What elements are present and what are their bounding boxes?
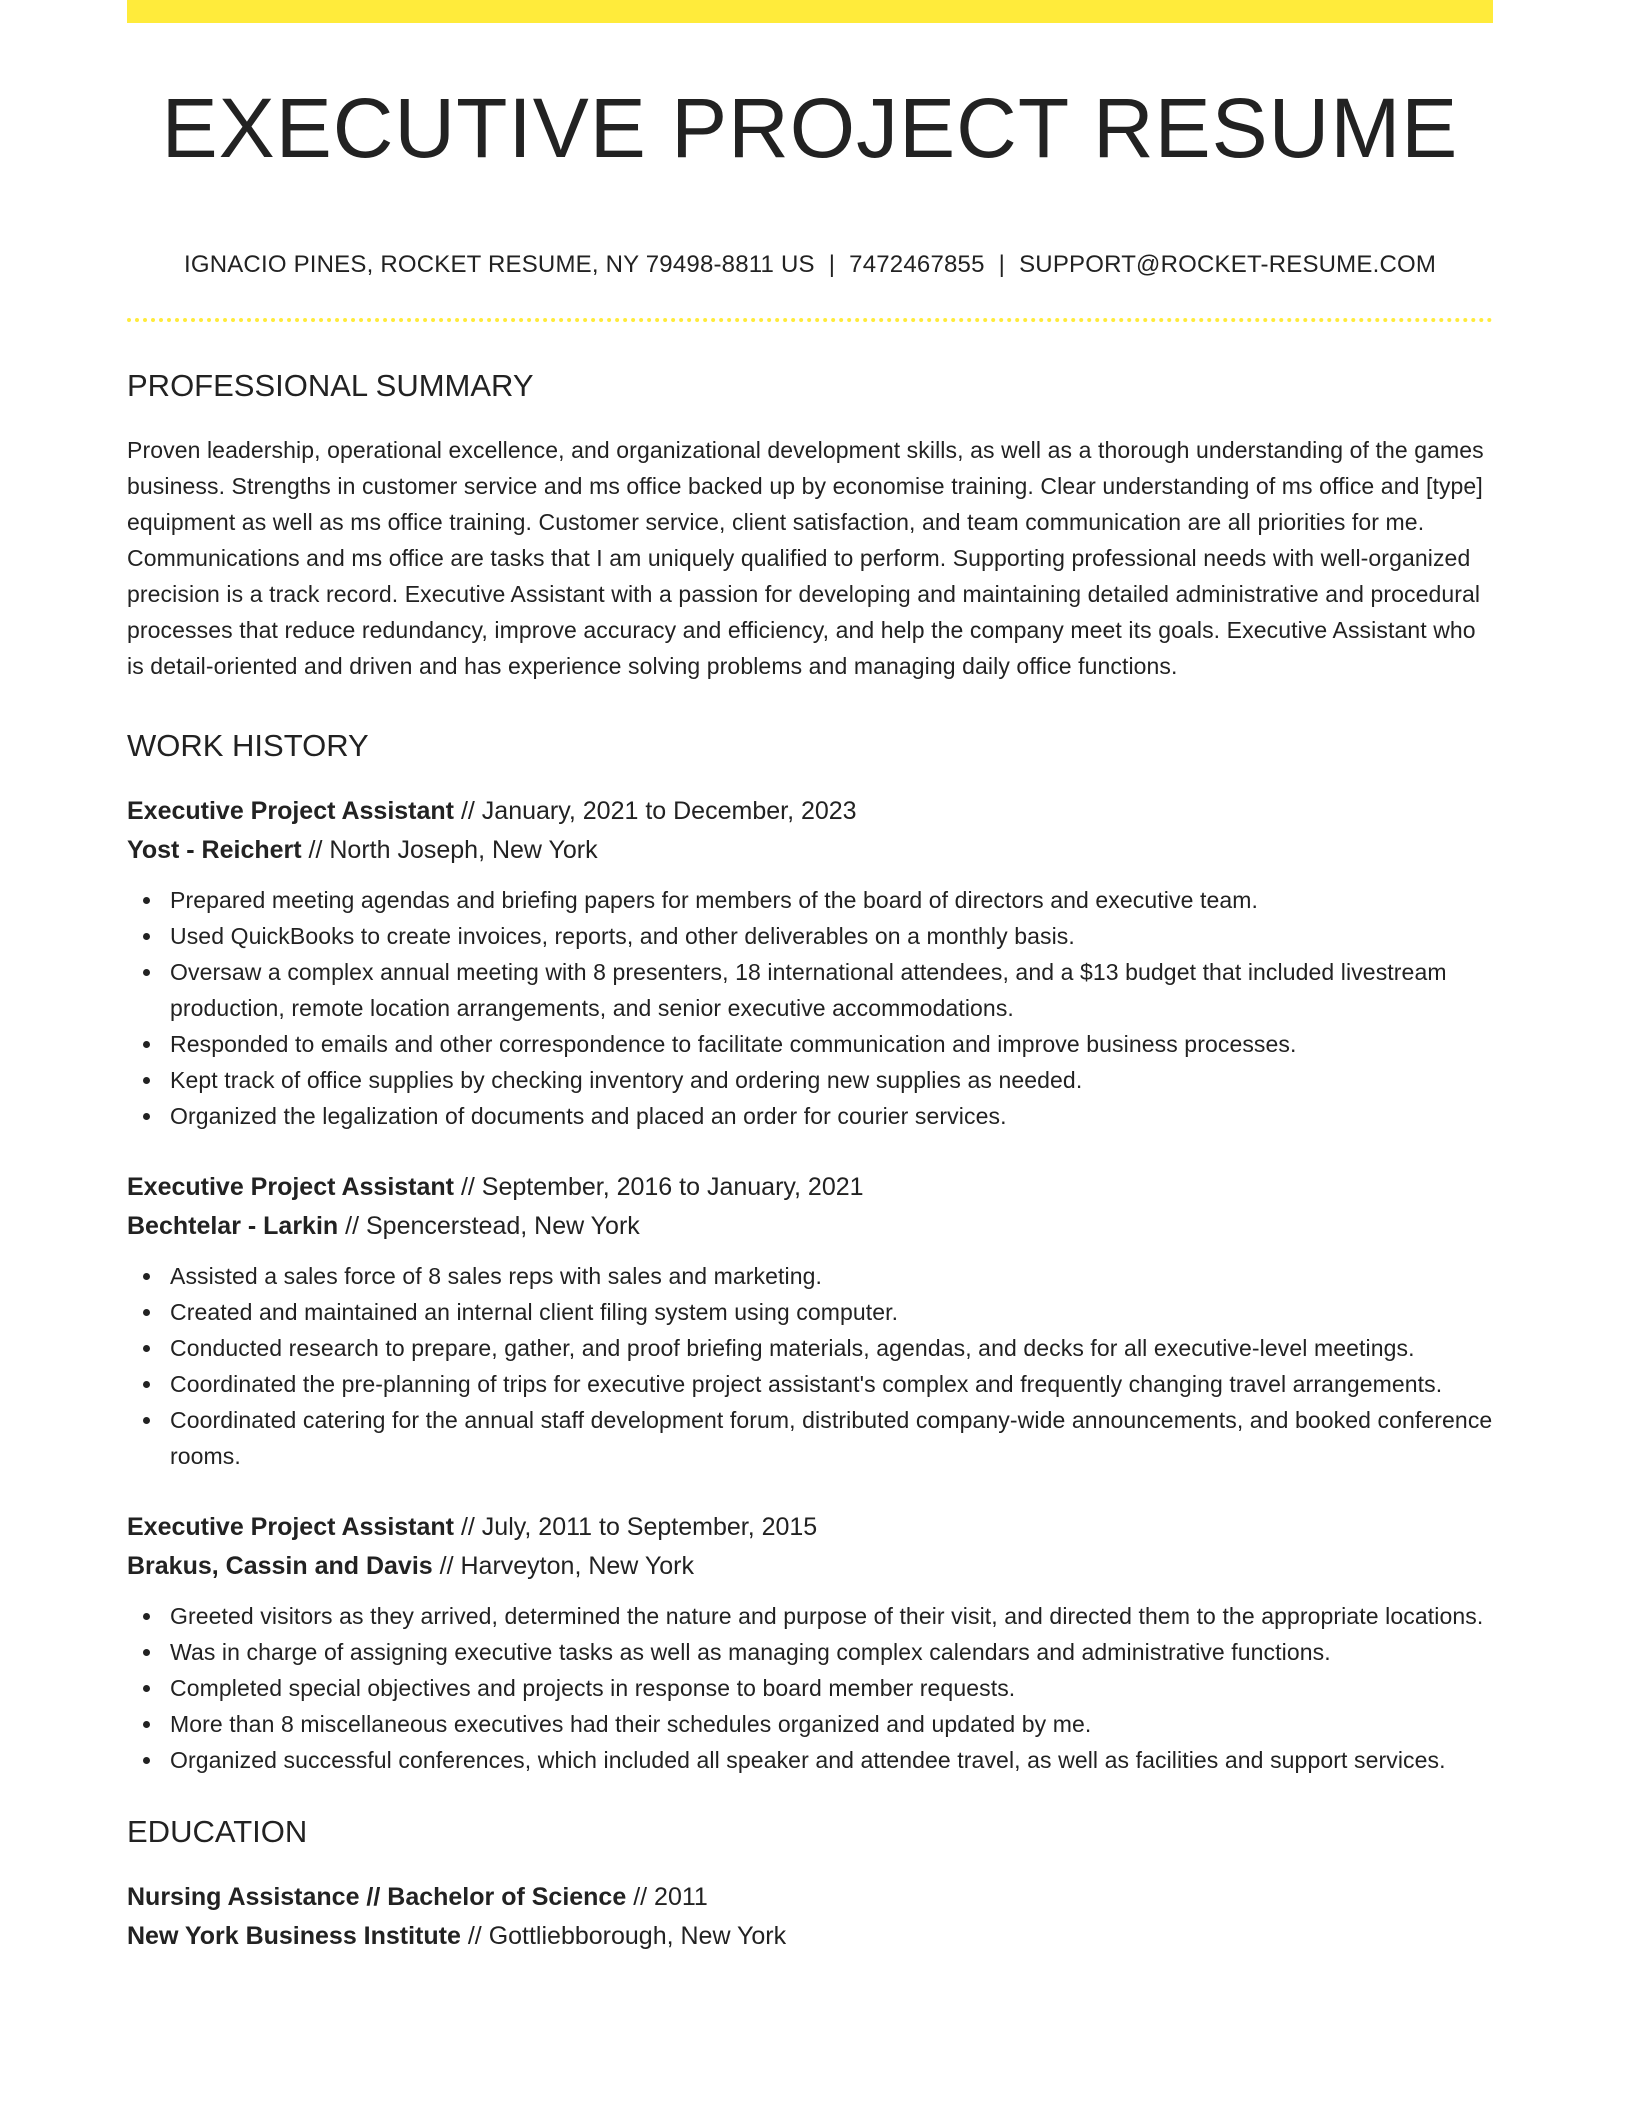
job-bullet-list (127, 1258, 1493, 1474)
job-location: Spencerstead, New York (365, 1212, 640, 1240)
job-company-line (127, 1207, 1493, 1246)
work-history-heading: WORK HISTORY (127, 728, 369, 763)
separator: // (626, 1883, 655, 1911)
separator: // (460, 1922, 489, 1950)
job-title: Executive Project Assistant (127, 797, 454, 825)
separator: // (454, 1513, 482, 1541)
job-company: Brakus, Cassin and Davis (127, 1552, 433, 1580)
job-entry (127, 792, 1493, 1134)
job-bullet: Was in charge of assigning executive tasks as well as managing complex calendars and administrative functions. (127, 1634, 1493, 1670)
job-entry (127, 1168, 1493, 1474)
job-bullet: Prepared meeting agendas and briefing papers for members of the board of directors and executive team. (127, 882, 1493, 918)
contact-separator: | (828, 251, 836, 278)
summary-heading: PROFESSIONAL SUMMARY (127, 368, 534, 403)
separator: // (301, 836, 330, 864)
separator: // (454, 797, 482, 825)
job-bullet: Organized the legalization of documents and placed an order for courier services. (127, 1098, 1493, 1134)
job-bullet: Organized successful conferences, which included all speaker and attendee travel, as well as facilities and support services. (127, 1742, 1493, 1778)
dotted-divider (127, 318, 1493, 322)
contact-separator: | (998, 251, 1006, 278)
contact-email: SUPPORT@ROCKET-RESUME.COM (1019, 251, 1437, 278)
separator: // (454, 1173, 482, 1201)
job-title-line (127, 792, 1493, 831)
job-dates: January, 2021 to December, 2023 (481, 797, 857, 825)
education-school-line (127, 1917, 1493, 1956)
job-company-line (127, 831, 1493, 870)
separator: // (338, 1212, 366, 1240)
summary-text: Proven leadership, operational excellence, and organizational development skills, as well as a thorough understanding of the games business. Strengths in customer service and ms office backed up by economise training. Clear understanding of ms office and [type] equipment as well as ms office training. Customer service, client satisfaction, and team communication are all priorities for me. Communications and ms office are tasks that I am uniquely qualified to perform. Supporting professional needs with well-organized precision is a track record. Executive Assistant with a passion for developing and maintaining detailed administrative and procedural processes that reduce redundancy, improve accuracy and efficiency, and help the company meet its goals. Executive Assistant who is detail-oriented and driven and has experience solving problems and managing daily office functions. (127, 437, 1484, 679)
job-bullet: Coordinated the pre-planning of trips for executive project assistant's complex and frequently changing travel arrangements. (127, 1366, 1493, 1402)
job-bullet-list (127, 882, 1493, 1134)
job-bullet: Conducted research to prepare, gather, and proof briefing materials, agendas, and decks for all executive-level meetings. (127, 1330, 1493, 1366)
separator: // (432, 1552, 461, 1580)
job-title: Executive Project Assistant (127, 1173, 454, 1201)
education-heading: EDUCATION (127, 1814, 308, 1849)
education-degree: Nursing Assistance // Bachelor of Science (127, 1883, 627, 1911)
job-bullet: Oversaw a complex annual meeting with 8 presenters, 18 international attendees, and a $13 budget that included livestream production, remote location arrangements, and senior executive accommodations. (127, 954, 1493, 1026)
job-dates: July, 2011 to September, 2015 (481, 1513, 818, 1541)
job-title: Executive Project Assistant (127, 1513, 454, 1541)
job-bullet: Assisted a sales force of 8 sales reps with sales and marketing. (127, 1258, 1493, 1294)
job-dates: September, 2016 to January, 2021 (481, 1173, 864, 1201)
job-bullet: Created and maintained an internal client filing system using computer. (127, 1294, 1493, 1330)
job-entry (127, 1508, 1493, 1778)
job-company: Bechtelar - Larkin (127, 1212, 339, 1240)
resume-content (127, 0, 1493, 1956)
education-school: New York Business Institute (127, 1922, 461, 1950)
education-entry (127, 1878, 1493, 1956)
contact-address: IGNACIO PINES, ROCKET RESUME, NY 79498-8811 US (183, 251, 815, 278)
job-title-line (127, 1508, 1493, 1547)
job-bullet-list (127, 1598, 1493, 1778)
job-bullet: Kept track of office supplies by checking inventory and ordering new supplies as needed. (127, 1062, 1493, 1098)
job-location: North Joseph, New York (329, 836, 598, 864)
education-location: Gottliebborough, New York (488, 1922, 787, 1950)
job-company: Yost - Reichert (127, 836, 302, 864)
job-bullet: Completed special objectives and projects in response to board member requests. (127, 1670, 1493, 1706)
job-company-line (127, 1547, 1493, 1586)
job-title-line (127, 1168, 1493, 1207)
job-bullet: Used QuickBooks to create invoices, reports, and other deliverables on a monthly basis. (127, 918, 1493, 954)
education-degree-line (127, 1878, 1493, 1917)
contact-phone: 7472467855 (849, 251, 985, 278)
job-bullet: Responded to emails and other correspondence to facilitate communication and improve business processes. (127, 1026, 1493, 1062)
education-year: 2011 (654, 1883, 708, 1911)
resume-title: EXECUTIVE PROJECT RESUME (161, 81, 1459, 175)
job-bullet: More than 8 miscellaneous executives had their schedules organized and updated by me. (127, 1706, 1493, 1742)
job-bullet: Greeted visitors as they arrived, determined the nature and purpose of their visit, and directed them to the appropriate locations. (127, 1598, 1493, 1634)
contact-line (127, 250, 1493, 280)
job-bullet: Coordinated catering for the annual staff development forum, distributed company-wide announcements, and booked conference rooms. (127, 1402, 1493, 1474)
job-location: Harveyton, New York (460, 1552, 694, 1580)
